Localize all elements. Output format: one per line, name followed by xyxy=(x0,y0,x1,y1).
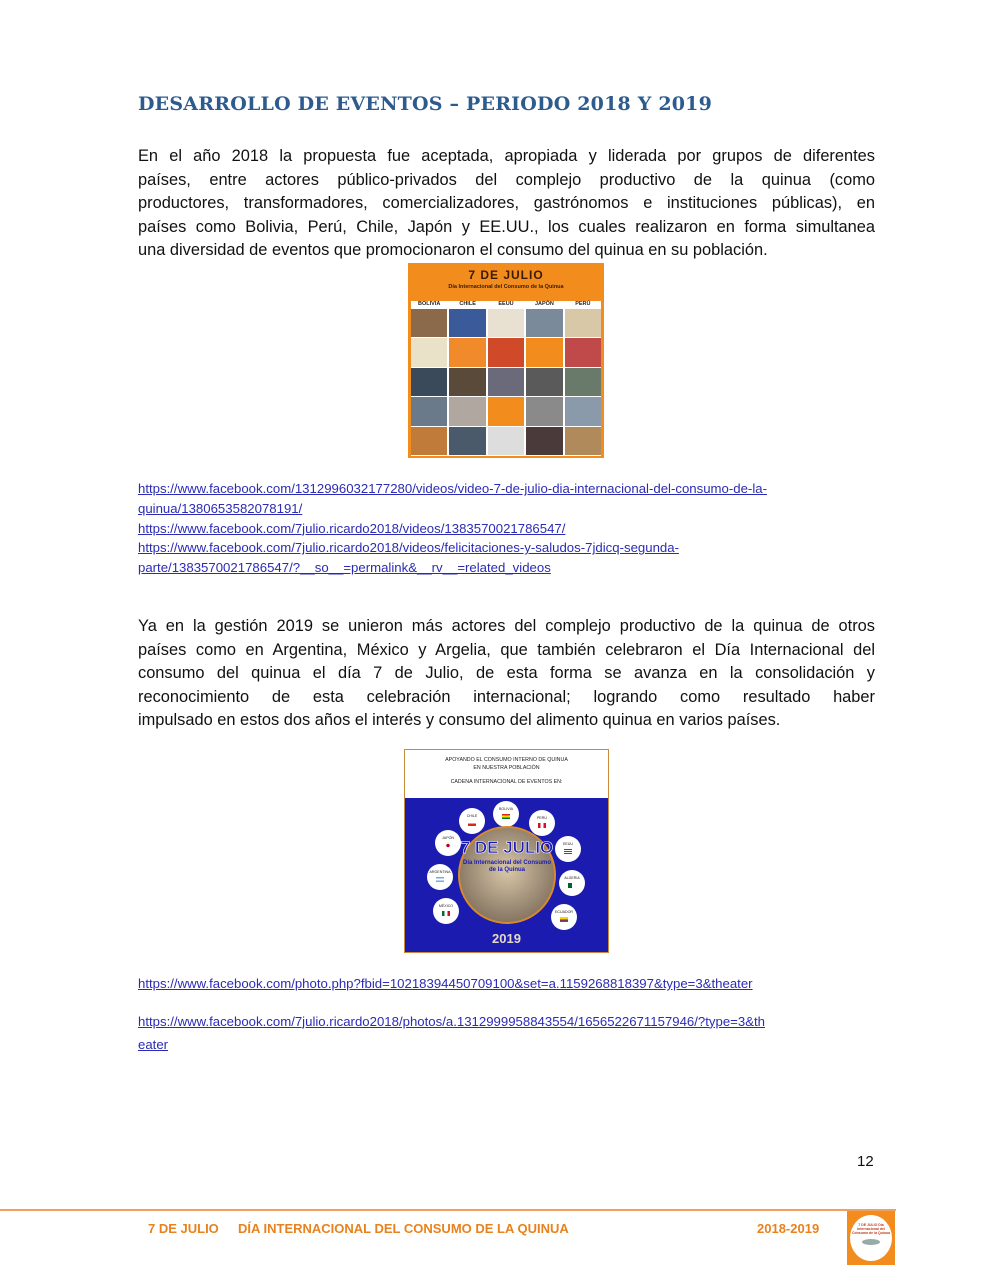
paragraph-line: países como Bolivia, Perú, Chile, Japón y EE.UU., los cuales realizaron en forma simultanea xyxy=(138,217,875,236)
footer-logo xyxy=(847,1211,895,1265)
facebook-video-link-2[interactable]: https://www.facebook.com/7julio.ricardo2018/videos/1383570021786547/ xyxy=(138,520,566,536)
country-mexico: MÉXICO xyxy=(433,898,459,924)
image-2018-title: 7 DE JULIO xyxy=(468,268,544,282)
image-2019-poster xyxy=(404,749,609,953)
country-bolivia: BOLIVIA xyxy=(493,801,519,827)
paragraph-line: Ya en la gestión 2019 se unieron más actores del complejo productivo de la quinua de otros xyxy=(138,617,875,635)
facebook-photo-link-2[interactable]: https://www.facebook.com/7julio.ricardo2018/photos/a.1312999958843554/1656522671157946/?type=3&th eater xyxy=(138,1013,766,1052)
footer-center: DÍA INTERNACIONAL DEL CONSUMO DE LA QUINUA xyxy=(238,1221,569,1236)
collage-column-peru: PERÚ xyxy=(565,301,601,456)
country-eeuu: EEUU xyxy=(555,836,581,862)
spoon-icon xyxy=(862,1239,880,1245)
collage-column-chile: CHILE xyxy=(449,301,485,456)
poster-line-2: EN NUESTRA POBLACIÓN xyxy=(473,765,540,771)
paragraph-line: países como en Argentina, México y Argelia, que también celebraron el Día Internacional del xyxy=(138,640,875,659)
paragraph-line: impulsado en estos dos años el interés y consumo del alimento quinua en varios países. xyxy=(138,711,781,729)
image-2018-subtitle: Día Internacional del Consumo de la Quinua xyxy=(448,284,564,290)
paragraph-line: En el año 2018 la propuesta fue aceptada, apropiada y liderada por grupos de diferentes xyxy=(138,147,875,165)
paragraph-line: países, entre actores público-privados del complejo productivo de la quinua (como xyxy=(138,170,875,189)
image-2018-collage xyxy=(408,263,604,458)
poster-center-circle xyxy=(458,826,556,924)
collage-column-japon: JAPÓN xyxy=(526,301,562,456)
paragraph-line: productores, transformadores, comercializadores, gastrónomos e instituciones públicas), en xyxy=(138,194,875,212)
poster-center-subtitle: Día Internacional del Consumo de la Quinua xyxy=(462,860,551,873)
footer-divider xyxy=(0,1209,896,1211)
facebook-photo-link-1[interactable]: https://www.facebook.com/photo.php?fbid=10218394450709100&set=a.1159268818397&type=3&theater xyxy=(138,976,753,991)
poster-line-3: CADENA INTERNACIONAL DE EVENTOS EN: xyxy=(450,779,563,785)
facebook-video-link-3[interactable]: https://www.facebook.com/7julio.ricardo2018/videos/felicitaciones-y-saludos-7jdicq-segunda- parte/1383570021786547/?__so__=permalink&__rv__=related_videos xyxy=(138,540,679,576)
facebook-video-link-1[interactable]: https://www.facebook.com/1312996032177280/videos/video-7-de-julio-dia-internacional-del-consumo-de-la- quinua/1380653582078191/ xyxy=(138,481,767,516)
paragraph-line: una diversidad de eventos que promocionaron el consumo del quinua en su población. xyxy=(138,241,768,259)
poster-center-title: 7 DE JULIO xyxy=(460,838,554,857)
country-ecuador: ECUADOR xyxy=(551,904,577,930)
paragraph-2019 xyxy=(138,615,875,733)
country-japon: JAPÓN xyxy=(435,830,461,856)
country-peru: PERÚ xyxy=(529,810,555,836)
poster-year: 2019 xyxy=(492,931,521,946)
links-2019 xyxy=(138,974,878,1058)
country-argentina: ARGENTINA xyxy=(427,864,453,890)
country-algeria: ALGERIA xyxy=(559,870,585,896)
footer-left: 7 DE JULIO xyxy=(148,1221,219,1236)
paragraph-line: consumo del quinua el día 7 de Julio, de esta forma se avanza en la consolidación y xyxy=(138,664,875,682)
section-title: DESARROLLO DE EVENTOS – PERIODO 2018 Y 2019 xyxy=(138,93,713,115)
links-2018 xyxy=(138,479,878,578)
collage-column-bolivia: BOLIVIA xyxy=(411,301,447,456)
collage-column-eeuu: EEUU xyxy=(488,301,524,456)
footer-right: 2018-2019 xyxy=(757,1221,820,1236)
country-chile: CHILE xyxy=(459,808,485,834)
paragraph-2018 xyxy=(138,145,875,263)
footer-logo-text: 7 DE JULIO Día Internacional del Consumo de la Quinua xyxy=(851,1223,891,1235)
paragraph-line: reconocimiento de esta celebración internacional; logrando como resultado haber xyxy=(138,687,875,706)
page-number: 12 xyxy=(857,1153,874,1170)
poster-line-1: APOYANDO EL CONSUMO INTERNO DE QUINUA xyxy=(445,757,568,763)
